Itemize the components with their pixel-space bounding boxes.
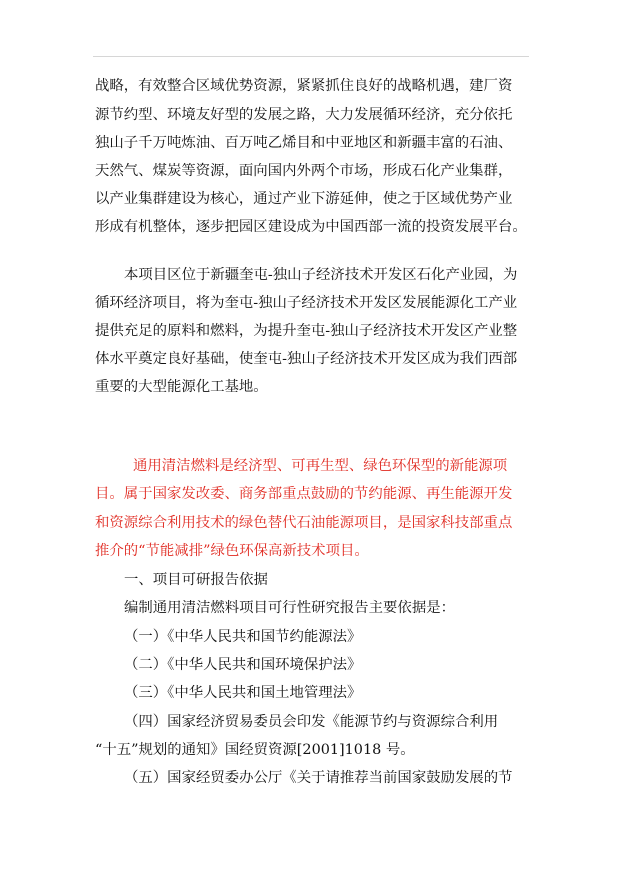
text-line: 以产业集群建设为核心，通过产业下游延伸，使之于区域优势产业 [95,191,513,207]
list-item: （二）《中华人民共和国环境保护法》 [124,657,362,673]
text-line: 循环经济项目，将为奎屯-独山子经济技术开发区发展能源化工产业 [95,295,518,311]
header-rule [93,56,529,57]
highlight-text-line: 目。属于国家发改委、商务部重点鼓励的节约能源、再生能源开发 [95,486,513,502]
highlight-text-line: 通用清洁燃料是经济型、可再生型、绿色环保型的新能源项 [133,458,508,474]
text-line: 提供充足的原料和燃料，为提升奎屯-独山子经济技术开发区产业整 [95,323,518,339]
text-line: 独山子千万吨炼油、百万吨乙烯目和中亚地区和新疆丰富的石油、 [95,135,513,151]
highlight-text-line: 和资源综合利用技术的绿色替代石油能源项目，是国家科技部重点 [95,515,513,531]
text-line: 体水平奠定良好基础，使奎屯-独山子经济技术开发区成为我们西部 [95,351,518,367]
text-line: 编制通用清洁燃料项目可行性研究报告主要依据是： [124,600,455,616]
text-line: 重要的大型能源化工基地。 [95,379,268,395]
highlight-text-line: 推介的“节能减排”绿色环保高新技术项目。 [95,543,369,559]
list-item: （四）国家经济贸易委员会印发《能源节约与资源综合利用 [124,714,499,730]
text-line: 本项目区位于新疆奎屯-独山子经济技术开发区石化产业园，为 [124,267,518,283]
text-line: 形成有机整体，逐步把园区建设成为中国西部一流的投资发展平台。 [95,219,527,235]
list-item: （一）《中华人民共和国节约能源法》 [124,629,362,645]
text-line: 源节约型、环境友好型的发展之路，大力发展循环经济，充分依托 [95,107,513,123]
list-item: （三）《中华人民共和国土地管理法》 [124,685,362,701]
text-line: “十五”规划的通知》国经贸资源[2001]1018 号。 [95,742,415,758]
text-line: 天然气、煤炭等资源，面向国内外两个市场，形成石化产业集群， [95,163,513,179]
list-item: （五）国家经贸委办公厅《关于请推荐当前国家鼓励发展的节 [124,770,513,786]
section-heading: 一、项目可研报告依据 [124,572,268,588]
text-line: 战略，有效整合区域优势资源，紧紧抓住良好的战略机遇，建厂资 [95,78,513,94]
